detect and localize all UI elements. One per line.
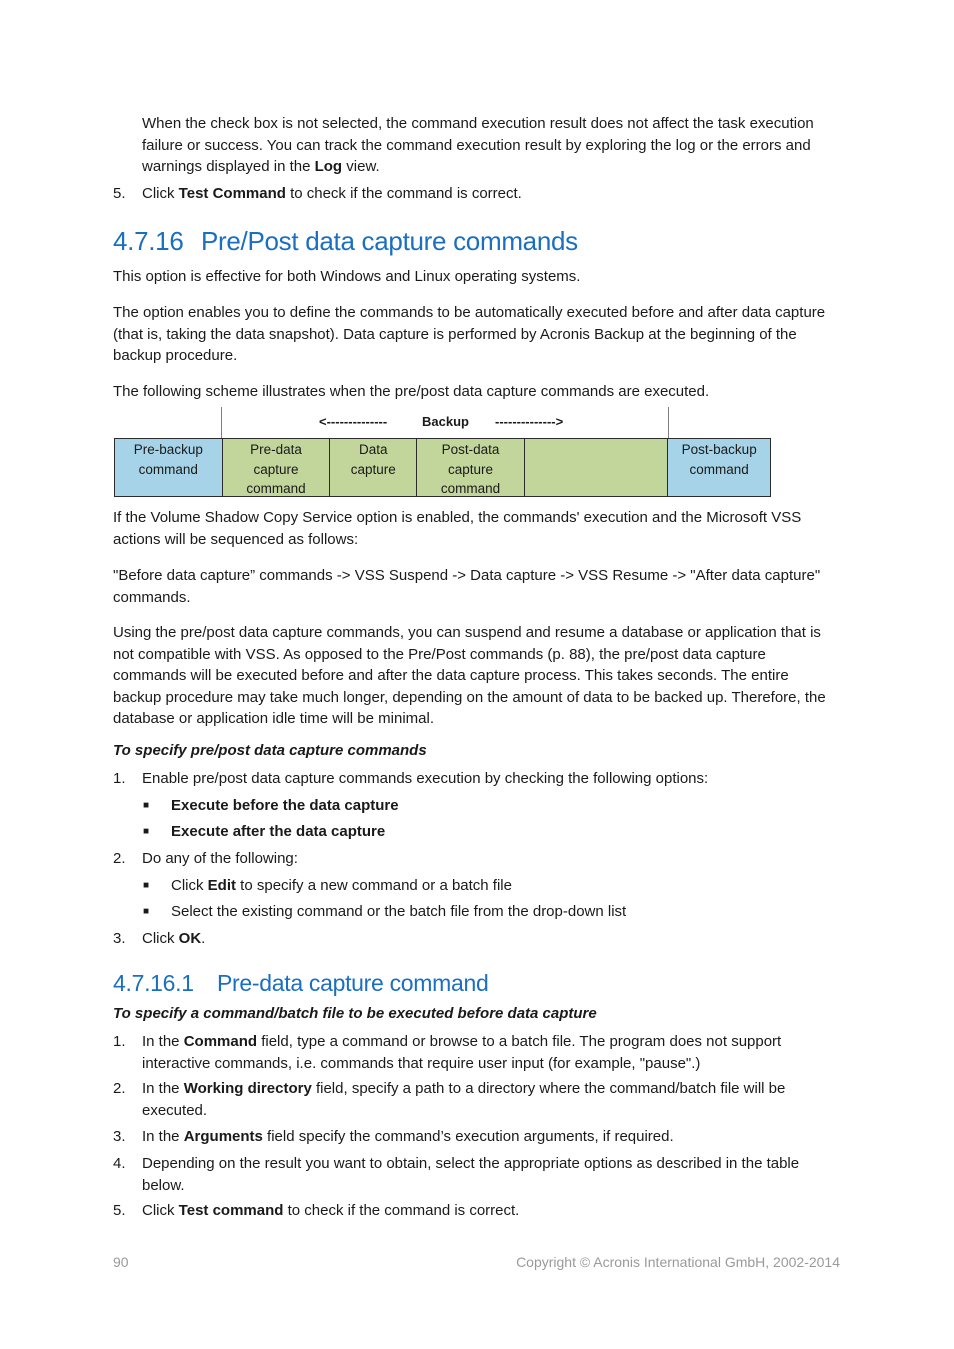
- list-number: 3.: [113, 1128, 126, 1145]
- list-item: [142, 1078, 838, 1121]
- bullet-item: Select the existing command or the batch file from the drop-down list: [171, 903, 627, 920]
- list-number: 3.: [113, 930, 126, 947]
- section-heading: [113, 226, 838, 256]
- arrow-label: Backup: [422, 414, 469, 429]
- list-item: [142, 928, 838, 950]
- scheme-cell-data-capture: Data capture: [330, 439, 417, 496]
- paragraph: "Before data capture” commands -> VSS Suspend -> Data capture -> VSS Resume -> "After data capture" commands.: [113, 567, 821, 606]
- text: Click: [142, 185, 179, 202]
- paragraph: If the Volume Shadow Copy Service option is enabled, the commands' execution and the Microsoft VSS actions will be sequenced as follows:: [113, 509, 802, 548]
- procedure-heading: To specify pre/post data capture commands: [113, 742, 427, 759]
- subsection-number: 4.7.16.1: [113, 970, 194, 996]
- scheme-cell-empty: [525, 439, 669, 496]
- paragraph: The option enables you to define the commands to be automatically executed before and after data capture (that is, taking the data snapshot). Data capture is performed by Acronis Backup at the beginning of the backup procedure.: [113, 304, 826, 364]
- procedure-heading: To specify a command/batch file to be executed before data capture: [113, 1005, 597, 1022]
- copyright: Copyright © Acronis International GmbH, 2002-2014: [516, 1254, 840, 1270]
- bullet-icon: ■: [143, 906, 150, 917]
- list-number: 4.: [113, 1155, 126, 1172]
- list-number: 2.: [113, 1080, 126, 1097]
- text: to check if the command is correct.: [283, 1202, 520, 1219]
- bold-text: Command: [183, 1033, 258, 1050]
- page-number: 90: [113, 1254, 129, 1270]
- bullet-icon: ■: [143, 880, 150, 891]
- text: When the check box is not selected, the command execution result does not affect the task execution failure or success. You can track the command execution result by exploring the log or the errors and warnings displayed in the: [142, 115, 814, 175]
- section-title: Pre/Post data capture commands: [201, 226, 578, 256]
- list-number: 5.: [113, 185, 126, 202]
- text: to check if the command is correct.: [285, 185, 522, 202]
- paragraph: The following scheme illustrates when the pre/post data capture commands are executed.: [113, 383, 710, 400]
- paragraph: This option is effective for both Windows and Linux operating systems.: [113, 268, 581, 285]
- list-item: [142, 1031, 838, 1074]
- capture-scheme-table: [114, 407, 771, 497]
- option-name: Execute after the data capture: [171, 823, 386, 840]
- text: Click: [142, 1202, 179, 1219]
- bullet-icon: ■: [143, 826, 150, 837]
- list-number: 5.: [113, 1202, 126, 1219]
- scheme-cell-post-data-capture: Post-data capture command: [417, 439, 525, 496]
- bullet-item: [171, 875, 831, 897]
- bold-text: Working directory: [183, 1080, 312, 1097]
- text: In the: [142, 1128, 184, 1145]
- subsection-heading: [113, 969, 838, 997]
- list-item: Depending on the result you want to obtain, select the appropriate options as described in the table below.: [142, 1155, 800, 1194]
- bold-text: Edit: [207, 877, 237, 894]
- text: field, type a command or browse to a batch file. The program does not support interactive commands, i.e. commands that require user input (for example, "pause".): [142, 1033, 782, 1072]
- option-name: Execute before the data capture: [171, 797, 399, 814]
- text: In the: [142, 1033, 184, 1050]
- text: .: [201, 930, 206, 947]
- bold-text: Test command: [178, 1202, 284, 1219]
- bold-text: Test Command: [178, 185, 286, 202]
- list-number: 1.: [113, 770, 126, 787]
- bullet-icon: ■: [143, 800, 150, 811]
- list-number: 2.: [113, 850, 126, 867]
- scheme-cell-pre-data-capture: Pre-data capture command: [223, 439, 331, 496]
- paragraph: [142, 113, 838, 178]
- text: Click: [171, 877, 208, 894]
- arrow-left: <--------------: [319, 414, 388, 429]
- list-number: 1.: [113, 1033, 126, 1050]
- list-item: Do any of the following:: [142, 850, 298, 867]
- paragraph: Using the pre/post data capture commands, you can suspend and resume a database or application that is not compatible with VSS. As opposed to the Pre/Post commands (p. 88), the pre/post data capture commands will be executed before and after the data capture process. This takes seconds. The entire backup procedure may take much longer, depending on the amount of data to be backed up. Therefore, the database or application idle time will be minimal.: [113, 624, 826, 727]
- text: field specify the command’s execution arguments, if required.: [262, 1128, 674, 1145]
- text: view.: [342, 158, 380, 175]
- text: to specify a new command or a batch file: [236, 877, 512, 894]
- bold-text: Log: [314, 158, 343, 175]
- bold-text: Arguments: [183, 1128, 263, 1145]
- scheme-cell-post-backup: Post-backup command: [668, 439, 770, 496]
- subsection-title: Pre-data capture command: [217, 970, 489, 996]
- bold-text: OK: [178, 930, 202, 947]
- backup-arrow: [114, 411, 771, 433]
- scheme-cells: [114, 438, 771, 497]
- list-item: [142, 183, 838, 205]
- text: Click: [142, 930, 179, 947]
- list-item: Enable pre/post data capture commands execution by checking the following options:: [142, 770, 709, 787]
- text: In the: [142, 1080, 184, 1097]
- scheme-cell-pre-backup: Pre-backup command: [115, 439, 223, 496]
- list-item: [142, 1200, 838, 1222]
- text: field, specify a path to a directory where the command/batch file will be executed.: [142, 1080, 786, 1119]
- section-number: 4.7.16: [113, 226, 184, 256]
- list-item: [142, 1126, 838, 1148]
- arrow-right: -------------->: [495, 414, 564, 429]
